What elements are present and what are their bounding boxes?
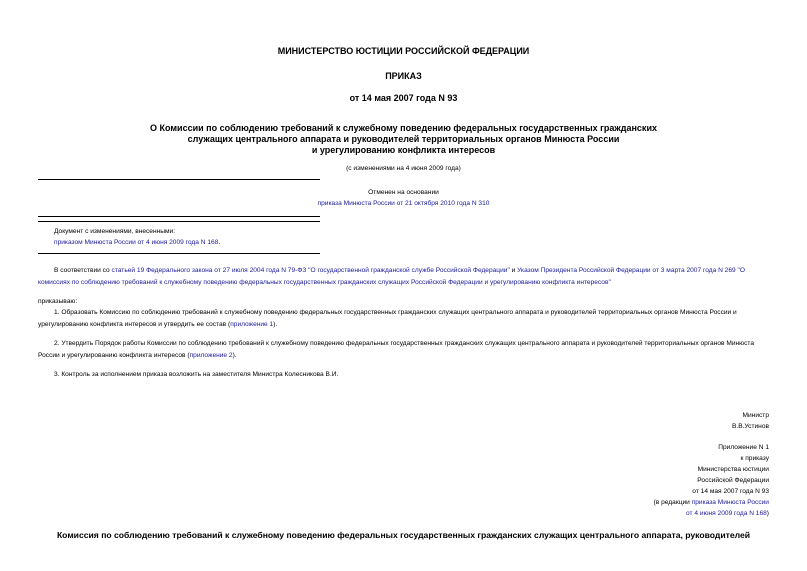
- document-type: ПРИКАЗ: [385, 71, 422, 81]
- preamble-text: В соответствии со: [54, 267, 112, 274]
- item-1-end: ).: [273, 320, 278, 328]
- preamble-law-link[interactable]: статьей 19 Федерального закона от 27 июля 2004 года N 79-ФЗ "О государственной гражданской службе Российской Федерации": [111, 267, 510, 274]
- appendix-line-1: Приложение N 1: [718, 444, 769, 451]
- appendix-edition-end: ): [766, 510, 769, 517]
- item-2-text: 2. Утвердить Порядок работы Комиссии по соблюдению требований к служебному поведению федеральных государственных гражданских служащих центрального аппарата и руководителей территориальных органов Минюста России и урегулированию конфликта интересов (: [38, 340, 755, 359]
- item-1: [38, 307, 770, 330]
- item-1-link[interactable]: приложение 1: [230, 320, 274, 328]
- divider: [38, 179, 320, 180]
- commission-heading: Комиссия по соблюдению требований к служебному поведению федеральных государственных гражданских служащих центрального аппарата, руководителей: [56, 530, 751, 540]
- changes-end: .: [218, 239, 221, 246]
- preamble: [38, 265, 770, 288]
- signature-position: Министр: [742, 412, 769, 419]
- appendix-edition-date-link[interactable]: от 4 июня 2009 года N 168: [686, 510, 767, 517]
- divider: [38, 221, 320, 222]
- item-3: 3. Контроль за исполнением приказа возложить на заместителя Министра Колесникова В.И.: [54, 371, 339, 378]
- title-line-3: и урегулированию конфликта интересов: [311, 145, 496, 155]
- appendix-line-5: от 14 мая 2007 года N 93: [692, 488, 769, 495]
- divider: [38, 253, 320, 254]
- appendix-line-7: [686, 508, 769, 519]
- appendix-line-3: Министерства юстиции: [697, 466, 769, 473]
- divider: [38, 216, 320, 217]
- ministry-title: МИНИСТЕРСТВО ЮСТИЦИИ РОССИЙСКОЙ ФЕДЕРАЦИИ: [277, 46, 530, 56]
- preamble-text: и: [509, 267, 518, 274]
- appendix-edition-text: (в редакции: [653, 499, 692, 506]
- changes-text: Документ с изменениями, внесенными:: [54, 228, 176, 235]
- changes-line: [54, 237, 220, 249]
- title-line-2: служащих центрального аппарата и руководителей территориальных органов Минюста России: [187, 134, 620, 144]
- revoked-text: Отменен на основании: [368, 189, 439, 196]
- title-line-1: О Комиссии по соблюдению требований к служебному поведению федеральных государственных гражданских: [150, 123, 657, 133]
- amendment-note: (с изменениями на 4 июня 2009 года): [346, 165, 461, 172]
- appendix-line-4: Российской Федерации: [697, 477, 769, 484]
- order-word: приказываю:: [38, 298, 78, 305]
- appendix-line-2: к приказу: [740, 455, 769, 462]
- item-1-text: 1. Образовать Комиссию по соблюдению требований к служебному поведению федеральных государственных гражданских служащих центрального аппарата и руководителей территориальных органов Минюста России и урегулированию конфликта интересов и утвердить ее состав (: [38, 309, 737, 328]
- preamble-decree-link[interactable]: Указом Президента Российской Федерации от 3 марта 2007 года N 269 "О комиссиях по соблюдению требований к служебному поведению федеральных государственных гражданских служащих Российской Федерации и урегулированию конфликта интересов": [38, 267, 745, 286]
- document-date-number: от 14 мая 2007 года N 93: [349, 93, 458, 103]
- item-2: [38, 338, 770, 361]
- item-2-link[interactable]: приложение 2: [189, 351, 233, 359]
- changes-link[interactable]: приказом Минюста России от 4 июня 2009 года N 168: [54, 239, 219, 246]
- signature-name: В.В.Устинов: [731, 423, 769, 430]
- appendix-line-6: [654, 497, 769, 508]
- item-2-end: ).: [232, 351, 237, 359]
- appendix-edition-link[interactable]: приказа Минюста России: [691, 499, 769, 506]
- revoked-link[interactable]: приказа Минюста России от 21 октября 2010 года N 310: [317, 200, 490, 207]
